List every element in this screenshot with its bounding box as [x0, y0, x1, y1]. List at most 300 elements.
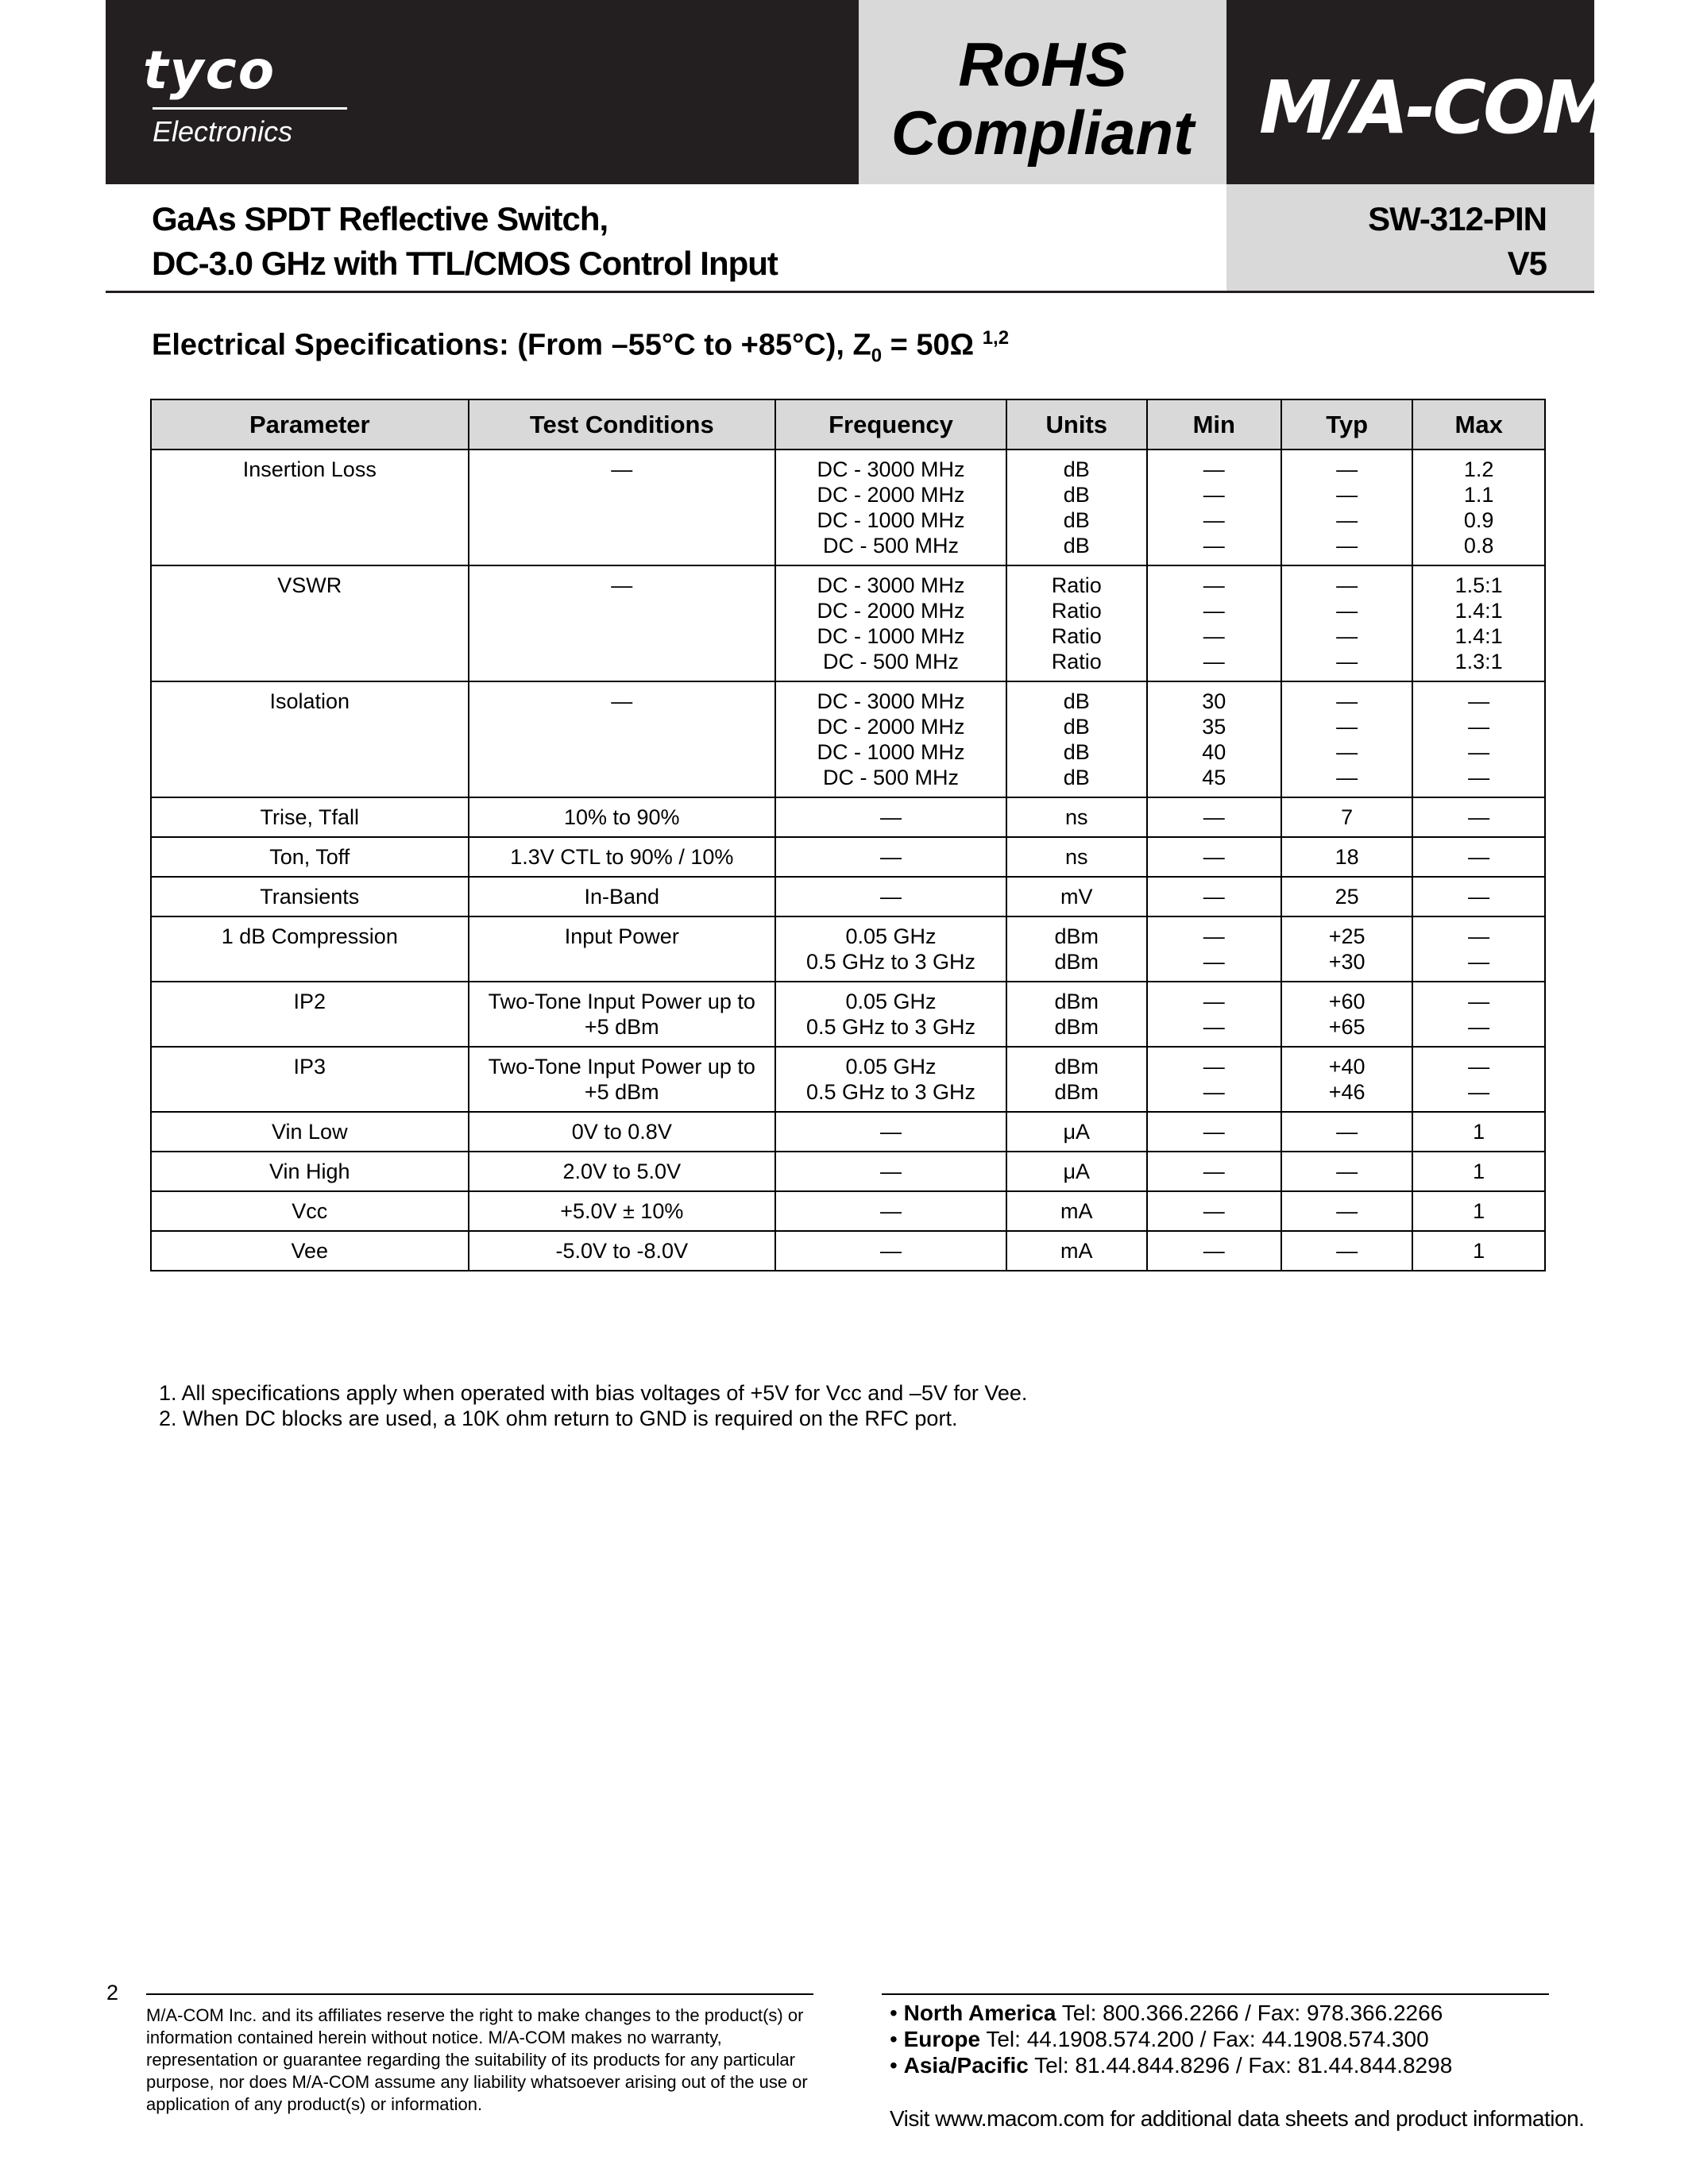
cell-min: [1147, 1112, 1281, 1152]
cell-line: +65: [1328, 1015, 1365, 1039]
cell-line: —: [1203, 1120, 1225, 1144]
cell-units: [1006, 1191, 1147, 1231]
cell-line: —: [1203, 1199, 1225, 1223]
cell-conditions: [469, 1231, 775, 1271]
cell-units: [1006, 681, 1147, 797]
cell-line: —: [1203, 1055, 1225, 1078]
contact-europe: [890, 2026, 1452, 2052]
spec-table-header-row: [151, 399, 1545, 450]
rohs-line2: Compliant: [890, 98, 1195, 168]
document-title: [152, 197, 778, 286]
cell-line: mA: [1060, 1239, 1093, 1263]
cell-line: —: [1203, 483, 1225, 507]
cell-frequency: [775, 877, 1006, 916]
cell-typ: [1281, 877, 1412, 916]
cell-line: —: [1203, 1239, 1225, 1263]
cell-line: dB: [1063, 689, 1090, 713]
cell-line: —: [1468, 990, 1490, 1013]
bullet: •: [890, 2053, 898, 2078]
cell-conditions: [469, 450, 775, 565]
cell-parameter: [151, 1152, 469, 1191]
cell-line: Transients: [260, 885, 360, 909]
cell-line: —: [1336, 508, 1358, 532]
cell-conditions: [469, 916, 775, 982]
cell-line: —: [1468, 740, 1490, 764]
cell-line: —: [879, 805, 902, 829]
cell-line: DC - 500 MHz: [822, 534, 959, 558]
cell-units: [1006, 450, 1147, 565]
cell-parameter: [151, 982, 469, 1047]
cell-line: 1: [1473, 1199, 1485, 1223]
cell-units: [1006, 797, 1147, 837]
part-number-block: [1368, 197, 1547, 286]
cell-line: 30: [1202, 689, 1226, 713]
cell-parameter: [151, 681, 469, 797]
cell-min: [1147, 1152, 1281, 1191]
cell-line: 45: [1202, 766, 1226, 789]
rohs-line1: RoHS: [958, 29, 1127, 99]
cell-line: Trise, Tfall: [260, 805, 360, 829]
cell-parameter: [151, 916, 469, 982]
cell-line: dB: [1063, 457, 1090, 481]
cell-conditions: [469, 681, 775, 797]
spec-heading: [152, 327, 1009, 367]
footer-disclaimer: M/A-COM Inc. and its affiliates reserve the right to make changes to the product(s) or information contained herein without notice. M/A-COM makes no warranty, representation or guarantee regarding the suitability of its products for any particular purpose, nor does M/A-COM assume any liability whatsoever arising out of the use or application of any product(s) or information.: [146, 2005, 808, 2114]
cell-line: Ratio: [1051, 650, 1102, 673]
cell-line: —: [1203, 950, 1225, 974]
cell-frequency: [775, 681, 1006, 797]
cell-line: Ton, Toff: [269, 845, 350, 869]
contact-details: Tel: 800.366.2266 / Fax: 978.366.2266: [1056, 2001, 1443, 2025]
spec-heading-text: Electrical Specifications: (From –55°C to +85°C), Z: [152, 328, 871, 362]
cell-min: [1147, 1047, 1281, 1112]
cell-line: μA: [1063, 1120, 1091, 1144]
cell-max: [1412, 1047, 1545, 1112]
cell-line: 0.5 GHz to 3 GHz: [805, 1080, 976, 1104]
cell-parameter: [151, 1112, 469, 1152]
cell-line: —: [879, 1239, 902, 1263]
cell-conditions: [469, 982, 775, 1047]
cell-line: —: [1336, 1199, 1358, 1223]
cell-line: —: [1336, 650, 1358, 673]
cell-typ: [1281, 982, 1412, 1047]
cell-units: [1006, 837, 1147, 877]
cell-min: [1147, 916, 1281, 982]
cell-line: ns: [1065, 845, 1088, 869]
footer-rule-right: [882, 1993, 1549, 1995]
cell-line: 0.05 GHz: [845, 924, 937, 948]
spec-table-body: [151, 450, 1545, 1271]
cell-line: —: [1203, 573, 1225, 597]
cell-line: DC - 3000 MHz: [817, 457, 965, 481]
contact-region: North America: [903, 2001, 1056, 2025]
contact-details: Tel: 44.1908.574.200 / Fax: 44.1908.574.300: [980, 2027, 1429, 2051]
cell-line: dB: [1063, 715, 1090, 739]
cell-line: 1.2: [1463, 457, 1494, 481]
cell-line: Insertion Loss: [242, 457, 377, 481]
cell-line: —: [611, 689, 633, 713]
cell-typ: [1281, 837, 1412, 877]
table-row: [151, 565, 1545, 681]
contact-details: Tel: 81.44.844.8296 / Fax: 81.44.844.8298: [1028, 2053, 1453, 2078]
cell-conditions: [469, 565, 775, 681]
cell-conditions: [469, 837, 775, 877]
cell-max: [1412, 1152, 1545, 1191]
cell-line: +30: [1328, 950, 1365, 974]
cell-line: Vin High: [269, 1160, 350, 1183]
cell-line: 35: [1202, 715, 1226, 739]
cell-line: VSWR: [277, 573, 342, 597]
cell-frequency: [775, 450, 1006, 565]
cell-line: +5 dBm: [584, 1015, 659, 1039]
cell-line: 1.4:1: [1454, 599, 1503, 623]
cell-line: 1 dB Compression: [221, 924, 398, 948]
title-divider: [106, 291, 1594, 293]
cell-line: —: [1468, 766, 1490, 789]
table-row: [151, 982, 1545, 1047]
table-row: [151, 681, 1545, 797]
cell-max: [1412, 1231, 1545, 1271]
cell-min: [1147, 837, 1281, 877]
cell-line: 1.3:1: [1454, 650, 1503, 673]
cell-line: —: [1336, 740, 1358, 764]
table-row: [151, 1231, 1545, 1271]
header-units: Units: [1006, 399, 1147, 450]
cell-min: [1147, 565, 1281, 681]
cell-line: —: [1468, 715, 1490, 739]
cell-line: DC - 1000 MHz: [817, 624, 965, 648]
cell-max: [1412, 982, 1545, 1047]
cell-min: [1147, 1191, 1281, 1231]
cell-line: +46: [1328, 1080, 1365, 1104]
cell-line: —: [1336, 573, 1358, 597]
header-test-conditions: Test Conditions: [469, 399, 775, 450]
cell-line: DC - 3000 MHz: [817, 689, 965, 713]
cell-line: dBm: [1054, 1015, 1099, 1039]
cell-conditions: [469, 1152, 775, 1191]
cell-line: —: [1468, 924, 1490, 948]
cell-line: —: [611, 573, 633, 597]
cell-line: —: [879, 885, 902, 909]
cell-line: 1.5:1: [1454, 573, 1503, 597]
cell-line: 0.5 GHz to 3 GHz: [805, 1015, 976, 1039]
cell-typ: [1281, 1047, 1412, 1112]
cell-conditions: [469, 1112, 775, 1152]
part-number: SW-312-PIN: [1368, 200, 1547, 237]
cell-line: IP2: [293, 990, 326, 1013]
cell-line: 1.4:1: [1454, 624, 1503, 648]
cell-line: —: [1336, 483, 1358, 507]
cell-line: +40: [1328, 1055, 1365, 1078]
cell-units: [1006, 1231, 1147, 1271]
tyco-logo: tyco: [143, 40, 276, 101]
cell-line: —: [1468, 845, 1490, 869]
cell-line: In-Band: [584, 885, 660, 909]
cell-line: 10% to 90%: [563, 805, 680, 829]
cell-line: Ratio: [1051, 573, 1102, 597]
cell-line: DC - 1000 MHz: [817, 740, 965, 764]
cell-line: 1.1: [1463, 483, 1494, 507]
table-row: [151, 1047, 1545, 1112]
cell-line: —: [1203, 457, 1225, 481]
spec-heading-subscript: 0: [871, 345, 883, 367]
cell-line: —: [1203, 1015, 1225, 1039]
header-frequency: Frequency: [775, 399, 1006, 450]
tyco-logo-underline: [153, 107, 347, 110]
table-row: [151, 1191, 1545, 1231]
cell-line: —: [1468, 805, 1490, 829]
cell-line: -5.0V to -8.0V: [555, 1239, 689, 1263]
cell-line: dBm: [1054, 990, 1099, 1013]
cell-line: —: [879, 1160, 902, 1183]
cell-min: [1147, 450, 1281, 565]
cell-line: dBm: [1054, 1055, 1099, 1078]
cell-line: dB: [1063, 766, 1090, 789]
cell-line: dB: [1063, 740, 1090, 764]
cell-line: DC - 500 MHz: [822, 650, 959, 673]
cell-line: +25: [1328, 924, 1365, 948]
cell-line: Two-Tone Input Power up to: [488, 1055, 755, 1078]
cell-line: —: [1468, 1015, 1490, 1039]
cell-line: 0.05 GHz: [845, 990, 937, 1013]
cell-line: —: [1468, 1055, 1490, 1078]
cell-units: [1006, 565, 1147, 681]
spec-heading-superscript: 1,2: [982, 327, 1010, 349]
cell-parameter: [151, 1191, 469, 1231]
cell-typ: [1281, 565, 1412, 681]
cell-typ: [1281, 1112, 1412, 1152]
cell-max: [1412, 877, 1545, 916]
cell-line: DC - 2000 MHz: [817, 715, 965, 739]
cell-line: —: [1203, 624, 1225, 648]
cell-line: —: [1203, 885, 1225, 909]
table-row: [151, 837, 1545, 877]
footnote-1: 1. All specifications apply when operated with bias voltages of +5V for Vcc and –5V for Vee.: [159, 1381, 1028, 1405]
cell-line: Ratio: [1051, 599, 1102, 623]
bullet: •: [890, 2001, 898, 2025]
cell-line: —: [1203, 534, 1225, 558]
macom-logo: M/A-COM: [1259, 65, 1612, 150]
cell-line: IP3: [293, 1055, 326, 1078]
header-max: Max: [1412, 399, 1545, 450]
cell-line: Vee: [291, 1239, 329, 1263]
cell-parameter: [151, 837, 469, 877]
cell-line: 1: [1473, 1239, 1485, 1263]
cell-line: 1.3V CTL to 90% / 10%: [510, 845, 734, 869]
cell-line: —: [1468, 950, 1490, 974]
table-row: [151, 1112, 1545, 1152]
footer-rule-left: [146, 1993, 813, 1995]
footer-visit-text: Visit www.macom.com for additional data sheets and product information.: [890, 2106, 1585, 2131]
table-row: [151, 916, 1545, 982]
cell-line: Vin Low: [272, 1120, 348, 1144]
cell-max: [1412, 1112, 1545, 1152]
header-typ: Typ: [1281, 399, 1412, 450]
cell-line: —: [1203, 599, 1225, 623]
cell-parameter: [151, 450, 469, 565]
cell-typ: [1281, 797, 1412, 837]
cell-typ: [1281, 1191, 1412, 1231]
cell-line: 7: [1341, 805, 1354, 829]
cell-line: —: [1203, 845, 1225, 869]
header-min: Min: [1147, 399, 1281, 450]
cell-line: —: [1203, 990, 1225, 1013]
cell-max: [1412, 837, 1545, 877]
cell-parameter: [151, 565, 469, 681]
cell-line: —: [1336, 534, 1358, 558]
cell-line: +5.0V ± 10%: [560, 1199, 684, 1223]
cell-line: —: [1336, 766, 1358, 789]
cell-line: 0.9: [1463, 508, 1494, 532]
cell-line: —: [611, 457, 633, 481]
cell-line: 25: [1335, 885, 1359, 909]
cell-line: 1: [1473, 1160, 1485, 1183]
cell-line: —: [1336, 1239, 1358, 1263]
footnotes: [159, 1380, 1027, 1431]
cell-line: Ratio: [1051, 624, 1102, 648]
cell-line: +5 dBm: [584, 1080, 659, 1104]
cell-frequency: [775, 1047, 1006, 1112]
cell-min: [1147, 681, 1281, 797]
cell-line: 1: [1473, 1120, 1485, 1144]
cell-line: Input Power: [564, 924, 679, 948]
cell-max: [1412, 797, 1545, 837]
contact-region: Asia/Pacific: [903, 2053, 1029, 2078]
cell-line: 2.0V to 5.0V: [562, 1160, 682, 1183]
cell-line: —: [1203, 650, 1225, 673]
cell-max: [1412, 916, 1545, 982]
cell-units: [1006, 916, 1147, 982]
spec-heading-equals: = 50Ω: [882, 328, 983, 362]
cell-line: —: [879, 1199, 902, 1223]
table-row: [151, 450, 1545, 565]
cell-line: —: [1203, 1080, 1225, 1104]
cell-line: —: [1203, 924, 1225, 948]
cell-line: DC - 500 MHz: [822, 766, 959, 789]
cell-line: —: [1336, 457, 1358, 481]
cell-parameter: [151, 797, 469, 837]
cell-units: [1006, 1112, 1147, 1152]
cell-parameter: [151, 877, 469, 916]
title-line2: DC-3.0 GHz with TTL/CMOS Control Input: [152, 245, 778, 282]
table-row: [151, 1152, 1545, 1191]
cell-line: DC - 2000 MHz: [817, 483, 965, 507]
tyco-logo-subtext: Electronics: [153, 115, 293, 148]
table-row: [151, 797, 1545, 837]
cell-line: —: [1336, 599, 1358, 623]
cell-conditions: [469, 877, 775, 916]
cell-line: dB: [1063, 534, 1090, 558]
cell-line: ns: [1065, 805, 1088, 829]
cell-line: —: [1336, 624, 1358, 648]
cell-line: DC - 1000 MHz: [817, 508, 965, 532]
cell-frequency: [775, 565, 1006, 681]
cell-frequency: [775, 982, 1006, 1047]
cell-line: —: [1468, 689, 1490, 713]
cell-line: 0.5 GHz to 3 GHz: [805, 950, 976, 974]
cell-parameter: [151, 1047, 469, 1112]
cell-units: [1006, 982, 1147, 1047]
cell-units: [1006, 877, 1147, 916]
cell-line: —: [1203, 508, 1225, 532]
cell-units: [1006, 1152, 1147, 1191]
contact-region: Europe: [903, 2027, 981, 2051]
cell-typ: [1281, 1152, 1412, 1191]
cell-line: dBm: [1054, 924, 1099, 948]
cell-line: —: [879, 845, 902, 869]
cell-line: mV: [1060, 885, 1093, 909]
cell-line: Isolation: [269, 689, 350, 713]
contact-north-america: [890, 2000, 1452, 2026]
cell-conditions: [469, 1191, 775, 1231]
cell-frequency: [775, 916, 1006, 982]
cell-line: —: [1468, 885, 1490, 909]
cell-units: [1006, 1047, 1147, 1112]
cell-line: —: [1203, 805, 1225, 829]
cell-typ: [1281, 450, 1412, 565]
cell-line: dBm: [1054, 1080, 1099, 1104]
rohs-badge: [859, 30, 1226, 167]
cell-line: μA: [1063, 1160, 1091, 1183]
cell-typ: [1281, 681, 1412, 797]
cell-line: dB: [1063, 483, 1090, 507]
cell-frequency: [775, 1191, 1006, 1231]
cell-line: +60: [1328, 990, 1365, 1013]
cell-max: [1412, 1191, 1545, 1231]
contact-asia-pacific: [890, 2052, 1452, 2078]
cell-min: [1147, 982, 1281, 1047]
cell-max: [1412, 565, 1545, 681]
cell-line: 18: [1335, 845, 1359, 869]
cell-frequency: [775, 1231, 1006, 1271]
table-row: [151, 877, 1545, 916]
version: V5: [1507, 245, 1547, 282]
cell-line: 0V to 0.8V: [571, 1120, 672, 1144]
footer-contacts: [890, 2000, 1452, 2078]
footnote-2: 2. When DC blocks are used, a 10K ohm return to GND is required on the RFC port.: [159, 1406, 958, 1430]
cell-frequency: [775, 1112, 1006, 1152]
cell-conditions: [469, 797, 775, 837]
cell-typ: [1281, 916, 1412, 982]
cell-line: —: [1336, 1120, 1358, 1144]
cell-typ: [1281, 1231, 1412, 1271]
cell-parameter: [151, 1231, 469, 1271]
cell-line: 0.05 GHz: [845, 1055, 937, 1078]
cell-min: [1147, 877, 1281, 916]
cell-line: 0.8: [1463, 534, 1494, 558]
cell-frequency: [775, 797, 1006, 837]
bullet: •: [890, 2027, 898, 2051]
cell-conditions: [469, 1047, 775, 1112]
cell-line: —: [1203, 1160, 1225, 1183]
spec-table: [150, 399, 1546, 1271]
cell-frequency: [775, 1152, 1006, 1191]
cell-line: —: [1468, 1080, 1490, 1104]
cell-line: dB: [1063, 508, 1090, 532]
cell-min: [1147, 797, 1281, 837]
cell-line: dBm: [1054, 950, 1099, 974]
cell-line: DC - 2000 MHz: [817, 599, 965, 623]
cell-max: [1412, 681, 1545, 797]
cell-min: [1147, 1231, 1281, 1271]
cell-line: DC - 3000 MHz: [817, 573, 965, 597]
cell-line: Vcc: [292, 1199, 328, 1223]
header-parameter: Parameter: [151, 399, 469, 450]
cell-line: 40: [1202, 740, 1226, 764]
page-number: 2: [106, 1981, 119, 2005]
cell-line: —: [879, 1120, 902, 1144]
cell-line: —: [1336, 689, 1358, 713]
